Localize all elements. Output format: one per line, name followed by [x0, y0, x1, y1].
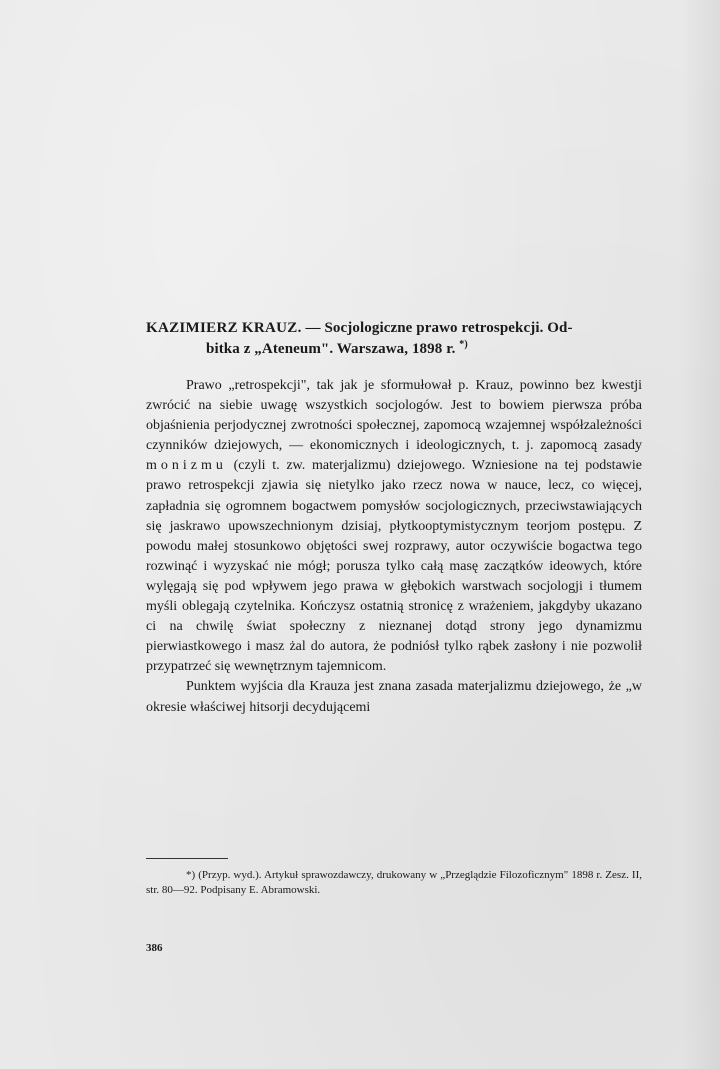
paragraph-1-part-1: Prawo „retrospekcji", tak jak je sformułował p. Krauz, powinno bez kwestji zwrócić na siebie uwagę wszystkich socjologów. Jest to bowiem pierwsza próba objaśnienia perjodycznej zwrotności społecznej, zapomocą wzajemnej współzależności czynników dziejowych, — ekonomicznych i ideologicznych, t. j. zapomocą zasady [146, 378, 642, 454]
title-line-1: Socjologiczne prawo retrospekcji. Od- [324, 320, 573, 336]
title-line-2-wrap [146, 339, 642, 360]
heading-dash: — [305, 320, 321, 336]
paragraph-1-part-2: (czyli t. zw. materjalizmu) dziejowego. Wzniesione na tej podstawie prawo retrospekcji zjawia się nietylko jako rzecz nowa w nauce, lecz, co więcej, zapładnia się ogromnem bogactwem pomysłów socjologicznych, przeciwstawiających się jaskrawo upowszechnionym dzisiaj, płytkooptymistycznym teorjom postępu. Z powodu małej stosunkowo objętości swej rozprawy, autor oczywiście bogactwa tego rozwinąć i wyzyskać nie mógł; porusza tylko całą masę zaczątków ideowych, które wylęgają się pod wpływem jego prawa w głębokich warstwach socjologji i tłumem myśli oblegają czytelnika. Kończysz ostatnią stronicę z wrażeniem, jakgdyby ukazano ci na chwilę świat społeczny z nieznanej dotąd strony jego dynamizmu pierwiastkowego i masz żal do autora, że podniósł tylko rąbek zasłony i nie pozwolił przypatrzeć się wewnętrznym tajemnicom. [146, 458, 642, 675]
article-content [146, 318, 642, 718]
author-name: KAZIMIERZ KRAUZ. [146, 320, 302, 336]
page-number: 386 [146, 942, 163, 954]
title-footnote-mark: *) [459, 339, 468, 350]
paragraph-2: Punktem wyjścia dla Krauza jest znana zasada materjalizmu dziejowego, że „w okresie właściwej hitsorji decydującemi [146, 679, 642, 715]
footnote-divider [146, 858, 228, 859]
article-heading [146, 318, 642, 360]
spaced-term-monizmu: monizmu [146, 458, 227, 474]
paragraph-1 [146, 376, 642, 677]
title-line-2: bitka z „Ateneum". Warszawa, 1898 r. [206, 341, 456, 357]
body-text [146, 376, 642, 718]
page-edge-shadow [680, 0, 720, 1069]
footnote: *) (Przyp. wyd.). Artykuł sprawozdawczy, drukowany w „Przeglądzie Filozoficznym" 1898 r. Zesz. II, str. 80—92. Podpisany E. Abramowski. [146, 869, 642, 896]
